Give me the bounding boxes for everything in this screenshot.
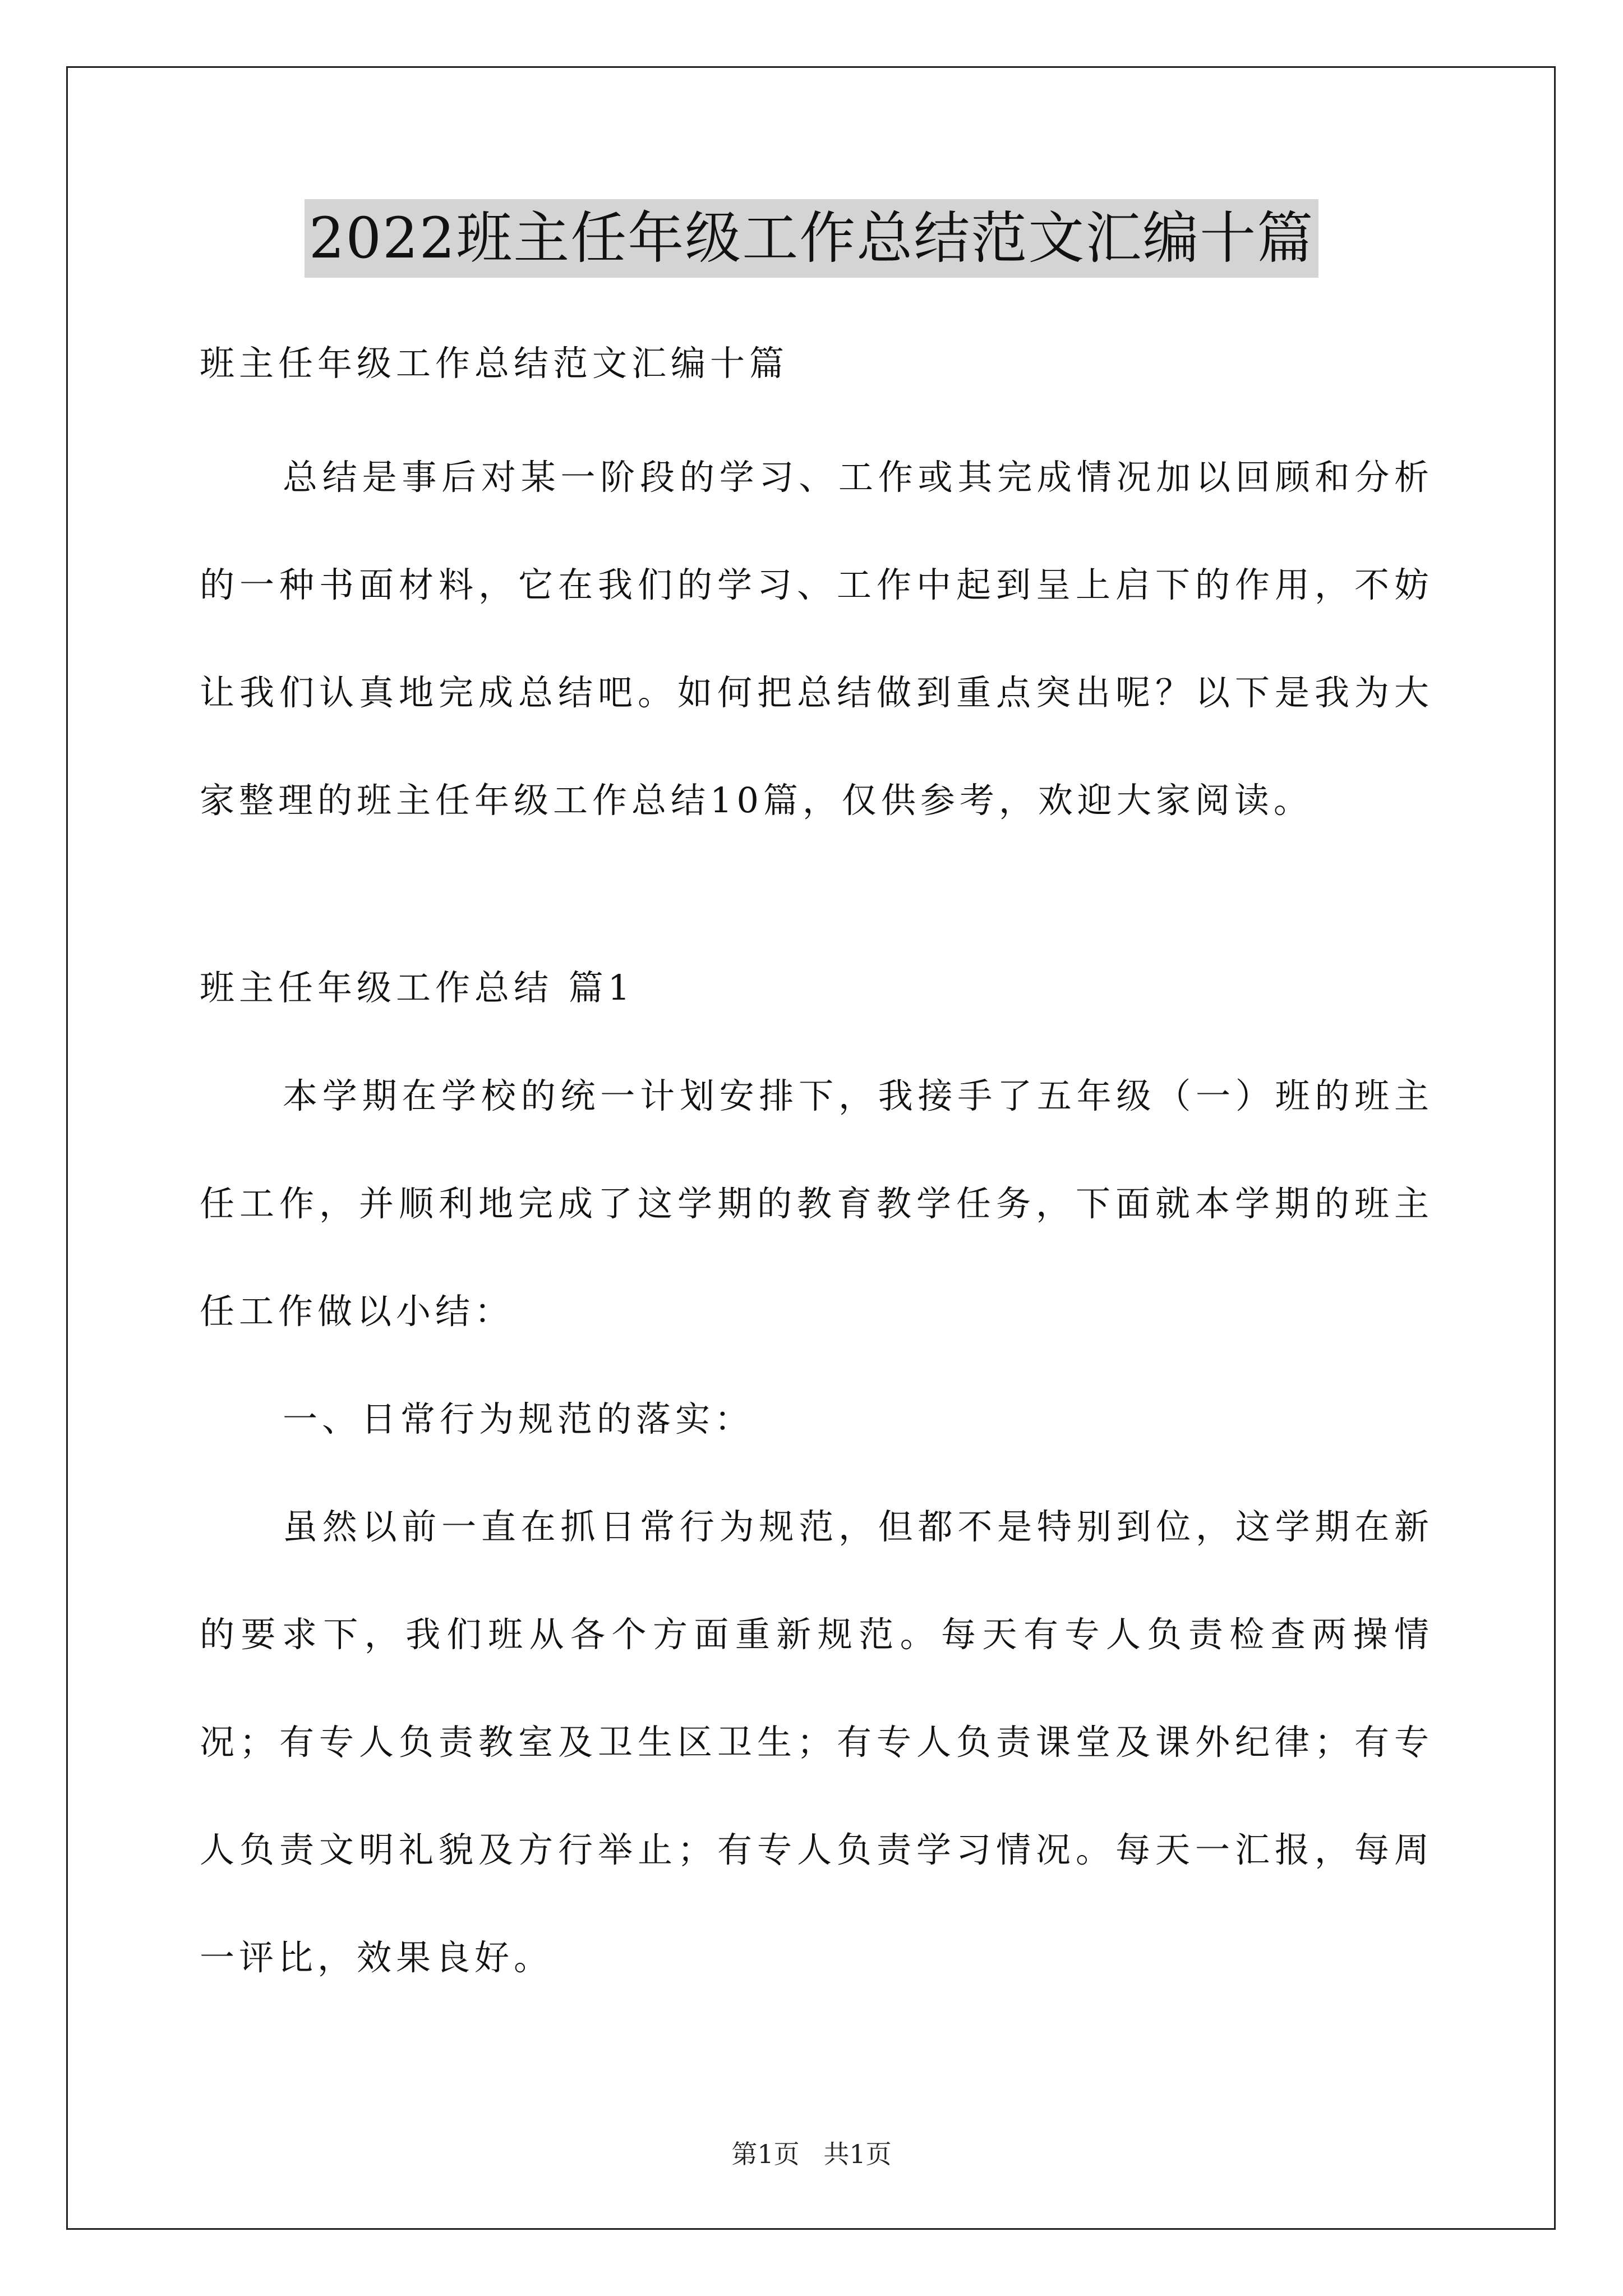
document-body [200,314,1433,2012]
document-subtitle: 班主任年级工作总结范文汇编十篇 [200,343,789,384]
title-area [0,199,1623,278]
page-total: 共1页 [823,2139,892,2169]
intro-paragraph: 总结是事后对某一阶段的学习、工作或其完成情况加以回顾和分析的一种书面材料，它在我们的学习、工作中起到呈上启下的作用，不妨让我们认真地完成总结吧。如何把总结做到重点突出呢？以下是我为大家整理的班主任年级工作总结10篇，仅供参考，欢迎大家阅读。 [200,457,1433,821]
point-body-paragraph: 虽然以前一直在抓日常行为规范，但都不是特别到位，这学期在新的要求下，我们班从各个方面重新规范。每天有专人负责检查两操情况；有专人负责教室及卫生区卫生；有专人负责课堂及课外纪律；有专人负责文明礼貌及方行举止；有专人负责学习情况。每天一汇报，每周一评比，效果良好。 [200,1506,1433,1978]
section-intro-paragraph: 本学期在学校的统一计划安排下，我接手了五年级（一）班的班主任工作，并顺利地完成了这学期的教育教学任务，下面就本学期的班主任工作做以小结： [200,1075,1433,1332]
page-number: 第1页 [731,2139,800,2169]
page-footer [0,2137,1623,2171]
point-heading: 一、日常行为规范的落实： [283,1398,754,1439]
document-title: 2022班主任年级工作总结范文汇编十篇 [305,199,1319,278]
section-heading: 班主任年级工作总结 篇1 [200,967,635,1008]
